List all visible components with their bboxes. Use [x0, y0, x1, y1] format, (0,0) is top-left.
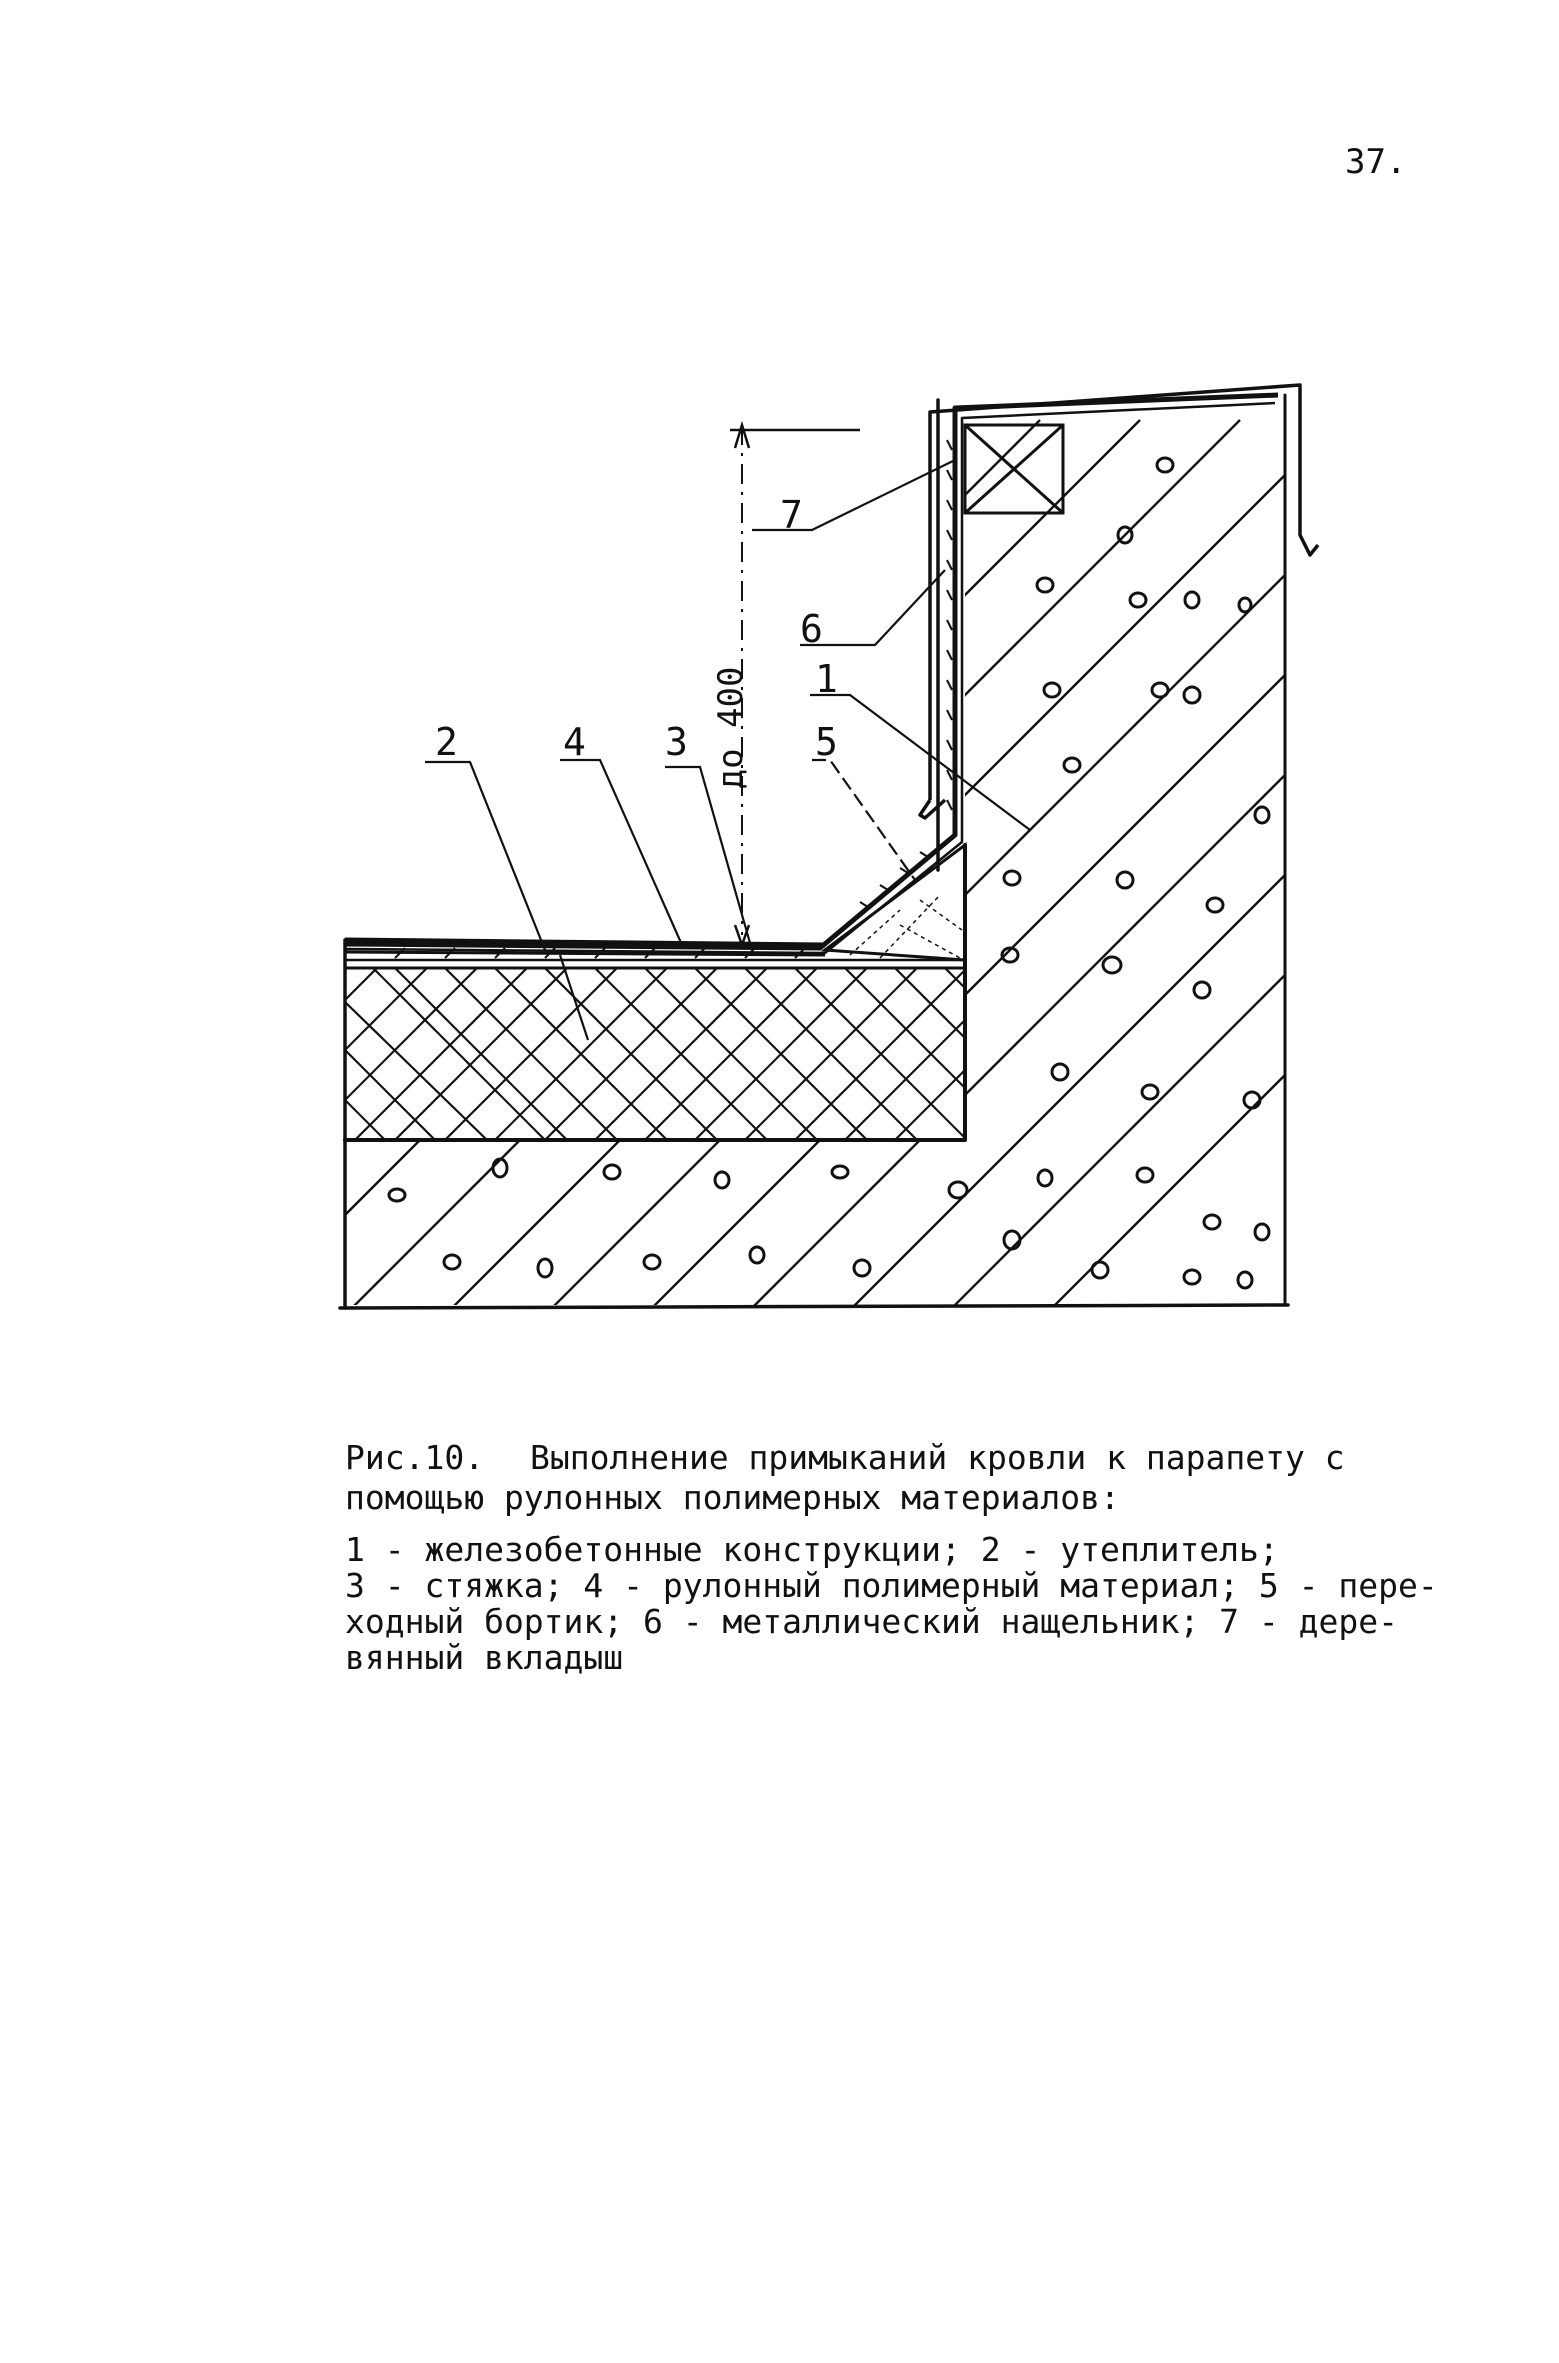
transition-fillet [825, 845, 965, 960]
callout-5: 5 [815, 720, 838, 764]
caption-title [345, 1438, 1495, 1478]
wooden-insert [965, 425, 1063, 513]
legend-line: вянный вкладыш [345, 1638, 624, 1677]
legend-line: 3 - стяжка; 4 - рулонный полимерный материал; 5 - пере- [345, 1566, 1438, 1605]
caption-title-line-2: помощью рулонных полимерных материалов: [345, 1478, 1120, 1517]
concrete-aggregate-dots [389, 458, 1269, 1288]
insulation-crosshatch [345, 940, 1117, 1150]
callout-4: 4 [563, 720, 586, 764]
page-number: 37. [1345, 142, 1407, 182]
legend-line: ходный бортик; 6 - металлический нащельник; 7 - дере- [345, 1602, 1398, 1641]
dimension-label: до 400 [711, 666, 751, 790]
figure-label: Рис.10. [345, 1438, 485, 1477]
callout-7: 7 [780, 493, 803, 537]
caption-title-line-1: Выполнение примыканий кровли к парапету с [530, 1438, 1345, 1477]
legend-line: 1 - железобетонные конструкции; 2 - утеплитель; [345, 1530, 1279, 1569]
legend [345, 1532, 1495, 1676]
callout-3: 3 [665, 720, 688, 764]
figure-caption [345, 1438, 1495, 1676]
callout-6: 6 [800, 607, 823, 651]
section-outlines [340, 395, 1288, 1308]
polymer-membrane [345, 395, 1278, 953]
reinforced-concrete-hatch [0, 420, 1559, 1340]
callout-1: 1 [815, 657, 838, 701]
callout-2-left: 2 [435, 720, 458, 764]
